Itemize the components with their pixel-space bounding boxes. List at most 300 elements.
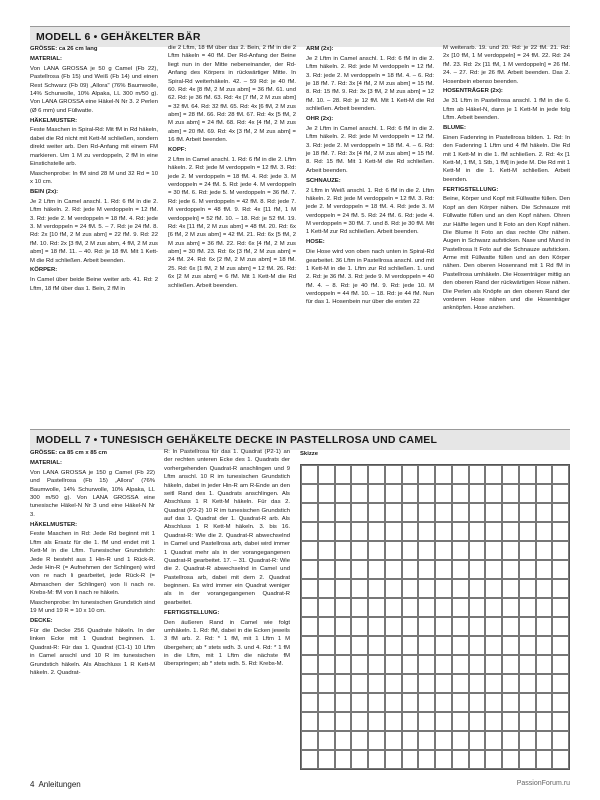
blanket-square <box>469 522 486 541</box>
blanket-square <box>402 579 419 598</box>
blanket-square <box>502 503 519 522</box>
blanket-square <box>418 503 435 522</box>
blanket-square <box>335 522 352 541</box>
model7-title: MODELL 7 • TUNESISCH GEHÄKELTE DECKE IN PASTELLROSA UND CAMEL <box>30 429 570 450</box>
blanket-square <box>452 503 469 522</box>
blanket-square <box>318 655 335 674</box>
blanket-square <box>418 655 435 674</box>
blanket-square <box>519 560 536 579</box>
blanket-square <box>536 598 553 617</box>
blanket-square <box>536 560 553 579</box>
blanket-square <box>385 712 402 731</box>
blanket-square <box>435 503 452 522</box>
blanket-square <box>368 522 385 541</box>
blanket-square <box>351 484 368 503</box>
model6-column-2 <box>168 44 296 291</box>
blanket-square <box>402 655 419 674</box>
model7-size: GRÖSSE: ca 85 cm x 85 cm <box>30 450 107 456</box>
model7-maschenprobe: Maschenprobe: Im tunesischen Grundstich sind 19 M und 19 R = 10 x 10 cm. <box>30 599 155 615</box>
blanket-square <box>368 560 385 579</box>
blanket-square <box>452 636 469 655</box>
blanket-square <box>552 560 569 579</box>
blanket-square <box>452 541 469 560</box>
blanket-square <box>385 503 402 522</box>
blanket-square <box>335 731 352 750</box>
blanket-square <box>502 465 519 484</box>
model6-material-text: Von LANA GROSSA je 50 g Camel (Fb 22), Pastellrosa (Fb 15) und Weiß (Fb 14) und einen Rest Schwarz (Fb 09) „Allora" (76% Baumwolle, 14% Schurwolle, 10% Alpaka, LL 300 m/50 g). Von LANA GROSSA eine Häkel-N Nr 3. 2 Perlen (Ø 6 mm) und Füllwatte. <box>30 65 158 114</box>
blanket-square <box>351 617 368 636</box>
blanket-square <box>435 731 452 750</box>
blanket-square <box>435 522 452 541</box>
blanket-square <box>351 655 368 674</box>
blanket-square <box>485 617 502 636</box>
blanket-square <box>552 712 569 731</box>
blanket-square <box>351 636 368 655</box>
blanket-square <box>552 484 569 503</box>
blanket-square <box>351 712 368 731</box>
blanket-square <box>402 465 419 484</box>
blanket-square <box>368 541 385 560</box>
blanket-square <box>536 750 553 769</box>
blanket-square <box>418 598 435 617</box>
blanket-square <box>519 579 536 598</box>
model6-fertigstellung-text: Beine, Körper und Kopf mit Füllwatte füllen. Den Kopf an den Körper nähen. Die Schnauze mit Füllwatte füllen und an den Kopf nähen. Ohren zur Hälfte legen und lt Foto an den Kopf nähen. Die Blume lt Foto an das rechte Ohr nähen. Augen in Schwarz aufsticken. Nase und Mund in Pastellrosa lt Foto auf die Schnauze aufsticken. Arme mit Füllwatte füllen und an den Körper nähen. Den oberen Hosenrand mit 1 Rd fM in Pastellrosa umhäkeln. Die Hosenträger mittig an den oberen Rand der rückwärtigen Hose nähen. Die Perlen als Knöpfe an den oberen Rand der vorderen Hose nähen und die Hosenträger anknöpfen. Hose anziehen. <box>443 196 570 312</box>
blanket-square <box>552 541 569 560</box>
blanket-square <box>335 484 352 503</box>
model6-bein-heading: BEIN (2x): <box>30 189 59 195</box>
blanket-square <box>301 522 318 541</box>
blanket-square <box>385 522 402 541</box>
blanket-square <box>502 522 519 541</box>
blanket-square <box>519 541 536 560</box>
blanket-square <box>435 617 452 636</box>
model7-decke-text: Für die Decke 256 Quadrate häkeln. In der linken Ecke mit 1 Quadrat beginnen. 1. Quadrat-R: Für das 1. Quadrat (C1-1) 10 Lftm in Camel anschl und 10 R im tunesischen Grundstich häkeln. Als Abschluss 1 R Kett-M häkeln. 2. Quadrat- <box>30 628 155 676</box>
model6-col2-text: die 2 Lftm, 18 fM über das 2. Bein, 2 fM in die 2 Lftm häkeln = 40 fM. Der Rd-Anfang der Beine liegt nun in der Mitte nebeneinander, der Rd-Anfang des Körpers in rückwärtiger Mitte. In Spiral-Rd weiterhäkeln. 42. – 59 Rd: je 40 fM. 60. Rd: 4x [8 fM, 2 M zus abm] = 36 fM. 61. und 62. Rd: je 36 fM. 63. Rd: 4x [7 fM, 2 M zus abm] = 32 fM. 64. Rd: 32 fM. 65. Rd: 4x [6 fM, 2 M zus abm] = 28 fM. 66. Rd: 28 fM. 67. Rd: 4x [5 fM, 2 M zus abm] = 24 fM. 68. Rd: 4x [4 fM, 2 M zus abm] = 20 fM. 69. Rd: 4x [3 fM, 2 M zus abm] = 16 fM. Arbeit beenden. <box>168 45 296 144</box>
blanket-square <box>335 465 352 484</box>
blanket-square <box>452 693 469 712</box>
blanket-square <box>368 465 385 484</box>
blanket-square <box>485 465 502 484</box>
blanket-square <box>485 541 502 560</box>
blanket-square <box>368 674 385 693</box>
blanket-square <box>351 465 368 484</box>
model6-kopf-text: 2 Lftm in Camel anschl. 1. Rd: 6 fM in die 2. Lftm häkeln. 2. Rd: jede M verdoppeln = 12 fM. 3. Rd: jede 2. M verdoppeln = 18 fM. 4. Rd: jede 3. M verdoppeln = 24 fM. 5. Rd: jede 4. M verdoppeln = 30 fM. 6. Rd: jede 5. M verdoppeln = 36 fM. 7. Rd: jede 6. M verdoppeln = 42 fM. 8. Rd: jede 7. M verdoppeln = 48 fM. 9. Rd: 4x [11 fM, 1 M verdoppeln] = 52 fM. 10. – 18. Rd: je 52 fM. 19. Rd: 4x [11 fM, 2 M zus abm] = 48 fM. 20. Rd: 6x [6 fM, 2 M zus abm] = 42 fM. 21. Rd: 6x [5 fM, 2 M zus abm] = 36 fM. 22. Rd: 6x [4 fM, 2 M zus abm] = 30 fM. 23. Rd: 6x [3 fM, 2 M zus abm] = 24 fM. 24. Rd: 6x [2 fM, 2 M zus abm] = 18 fM. 25. Rd: 6x [1 fM, 2 M zus abm] = 12 fM. 26. Rd: 6x [2 M zus abm] = 6 fM. Mit 1 Kett-M die Rd schließen. Arbeit beenden. <box>168 156 296 289</box>
blanket-square <box>485 503 502 522</box>
blanket-square <box>485 484 502 503</box>
blanket-square <box>385 579 402 598</box>
skizze-label: Skizze <box>300 451 319 457</box>
blanket-square <box>301 636 318 655</box>
blanket-square <box>485 598 502 617</box>
blanket-square <box>418 541 435 560</box>
blanket-square <box>552 522 569 541</box>
blanket-square <box>519 503 536 522</box>
blanket-square <box>502 674 519 693</box>
blanket-square <box>519 731 536 750</box>
blanket-square <box>502 750 519 769</box>
blanket-square <box>536 693 553 712</box>
blanket-square <box>418 484 435 503</box>
page-footer <box>30 780 81 789</box>
blanket-square <box>536 712 553 731</box>
blanket-square <box>368 731 385 750</box>
blanket-square <box>469 617 486 636</box>
blanket-square <box>469 598 486 617</box>
blanket-square <box>318 731 335 750</box>
blanket-square <box>402 636 419 655</box>
blanket-square <box>335 636 352 655</box>
blanket-square <box>552 617 569 636</box>
blanket-square <box>402 522 419 541</box>
blanket-square <box>385 541 402 560</box>
blanket-square <box>469 636 486 655</box>
blanket-square <box>385 655 402 674</box>
model6-material-heading: MATERIAL: <box>30 55 62 62</box>
model6-schnauze-heading: SCHNAUZE: <box>306 177 341 184</box>
blanket-square <box>469 693 486 712</box>
blanket-square <box>519 693 536 712</box>
blanket-square <box>351 674 368 693</box>
blanket-square <box>351 731 368 750</box>
blanket-square <box>519 617 536 636</box>
blanket-square <box>351 693 368 712</box>
blanket-square <box>335 598 352 617</box>
blanket-square <box>318 712 335 731</box>
model7-material-text: Von LANA GROSSA je 150 g Camel (Fb 22) und Pastellrosa (Fb 15) „Allora" (76% Baumwolle, 14% Schurwolle, 10% Alpaka, LL 300 m/50 g). Von LANA GROSSA eine tunesische Häkel-N Nr 3 und eine Häkel-N Nr 3. <box>30 469 155 518</box>
blanket-square <box>418 712 435 731</box>
blanket-square <box>385 693 402 712</box>
blanket-square <box>385 560 402 579</box>
blanket-square <box>301 731 318 750</box>
blanket-square <box>402 503 419 522</box>
model7-column-2 <box>164 448 290 670</box>
blanket-square <box>502 484 519 503</box>
blanket-square <box>301 598 318 617</box>
blanket-square <box>402 712 419 731</box>
blanket-square <box>502 617 519 636</box>
blanket-square <box>368 693 385 712</box>
blanket-square <box>335 579 352 598</box>
blanket-square <box>502 579 519 598</box>
blanket-square <box>418 750 435 769</box>
blanket-square <box>418 522 435 541</box>
blanket-square <box>485 522 502 541</box>
blanket-square <box>351 579 368 598</box>
model6-haekelmuster-heading: HÄKELMUSTER: <box>30 117 78 124</box>
blanket-square <box>318 541 335 560</box>
blanket-square <box>418 636 435 655</box>
blanket-square <box>536 617 553 636</box>
blanket-square <box>418 579 435 598</box>
blanket-square <box>368 484 385 503</box>
blanket-square <box>351 522 368 541</box>
blanket-square <box>469 503 486 522</box>
blanket-square <box>552 674 569 693</box>
model6-column-4 <box>443 44 570 314</box>
blanket-square <box>452 465 469 484</box>
blanket-square <box>502 693 519 712</box>
model7-column-1 <box>30 448 155 679</box>
blanket-square <box>552 579 569 598</box>
blanket-square <box>485 693 502 712</box>
blanket-square <box>552 655 569 674</box>
blanket-square <box>452 560 469 579</box>
blanket-square <box>435 541 452 560</box>
blanket-square <box>318 522 335 541</box>
blanket-square <box>335 674 352 693</box>
blanket-square <box>385 731 402 750</box>
blanket-square <box>301 693 318 712</box>
blanket-square <box>402 674 419 693</box>
blanket-square <box>435 560 452 579</box>
blanket-square <box>485 636 502 655</box>
section-name: Anleitungen <box>38 780 81 789</box>
page-number: 4 <box>30 780 35 789</box>
blanket-square <box>335 503 352 522</box>
blanket-square <box>519 636 536 655</box>
blanket-square <box>469 541 486 560</box>
blanket-square <box>335 541 352 560</box>
blanket-square <box>368 579 385 598</box>
blanket-square <box>385 750 402 769</box>
blanket-square <box>335 617 352 636</box>
model6-schnauze-text: 2 Lftm in Weiß anschl. 1. Rd: 6 fM in die 2. Lftm häkeln. 2. Rd: jede M verdoppeln = 12 fM. 3. Rd: jede 2. M verdoppeln = 18 fM. 4. Rd: jede 3. M verdoppeln = 24 fM. 5. Rd: 24 fM. 6. Rd: jede 4. M verdoppeln = 30 fM. 7. und 8. Rd: je 30 fM. Mit 1 Kett-M zur Rd schließen. Arbeit beenden. <box>306 187 434 236</box>
blanket-square <box>335 560 352 579</box>
blanket-square <box>435 484 452 503</box>
blanket-square <box>519 750 536 769</box>
blanket-square <box>385 465 402 484</box>
model6-koerper-heading: KÖRPER: <box>30 267 58 274</box>
blanket-square <box>318 560 335 579</box>
blanket-square <box>435 693 452 712</box>
blanket-square <box>502 655 519 674</box>
blanket-square <box>318 674 335 693</box>
blanket-diagram <box>300 464 570 770</box>
blanket-square <box>452 655 469 674</box>
blanket-square <box>536 484 553 503</box>
blanket-square <box>318 617 335 636</box>
blanket-square <box>469 465 486 484</box>
model6-title: MODELL 6 • GEHÄKELTER BÄR <box>30 26 570 47</box>
blanket-square <box>402 750 419 769</box>
blanket-square <box>519 598 536 617</box>
blanket-square <box>418 560 435 579</box>
blanket-square <box>536 674 553 693</box>
model6-blume-heading: BLUME: <box>443 124 466 131</box>
blanket-square <box>301 712 318 731</box>
blanket-square <box>368 503 385 522</box>
blanket-square <box>452 750 469 769</box>
blanket-square <box>536 636 553 655</box>
blanket-square <box>418 693 435 712</box>
blanket-square <box>301 484 318 503</box>
blanket-square <box>385 617 402 636</box>
blanket-square <box>452 598 469 617</box>
blanket-square <box>502 731 519 750</box>
blanket-square <box>318 750 335 769</box>
model7-fertigstellung-heading: FERTIGSTELLUNG: <box>164 609 220 616</box>
blanket-square <box>452 484 469 503</box>
model7-material-heading: MATERIAL: <box>30 459 62 466</box>
model7-decke-heading: DECKE: <box>30 618 53 625</box>
blanket-square <box>469 484 486 503</box>
blanket-square <box>402 560 419 579</box>
blanket-square <box>318 484 335 503</box>
model6-size: GRÖSSE: ca 26 cm lang <box>30 46 98 52</box>
blanket-square <box>335 750 352 769</box>
blanket-square <box>435 750 452 769</box>
blanket-square <box>469 750 486 769</box>
model6-koerper-text: In Camel über beide Beine weiter arb. 41. Rd: 2 Lftm, 18 fM über das 1. Bein, 2 fM in <box>30 277 158 292</box>
blanket-square <box>519 522 536 541</box>
blanket-square <box>418 617 435 636</box>
blanket-square <box>519 484 536 503</box>
blanket-square <box>519 655 536 674</box>
blanket-square <box>368 636 385 655</box>
blanket-square <box>351 598 368 617</box>
blanket-square <box>351 750 368 769</box>
blanket-square <box>318 636 335 655</box>
blanket-square <box>385 484 402 503</box>
model6-hosentraeger-text: Je 31 Lftm in Pastellrosa anschl. 1 fM in die 6. Lftm ab Häkel-N, dann je 1 Kett-M in jede folg Lftm. Arbeit beenden. <box>443 98 570 121</box>
model6-column-3 <box>306 44 434 308</box>
blanket-square <box>351 541 368 560</box>
blanket-square <box>536 522 553 541</box>
blanket-square <box>318 465 335 484</box>
blanket-square <box>536 655 553 674</box>
blanket-square <box>502 636 519 655</box>
blanket-square <box>368 750 385 769</box>
blanket-square <box>318 598 335 617</box>
blanket-square <box>385 598 402 617</box>
blanket-square <box>301 655 318 674</box>
blanket-square <box>402 541 419 560</box>
blanket-square <box>301 674 318 693</box>
model6-kopf-heading: KOPF: <box>168 147 187 153</box>
model7-haekelmuster-heading: HÄKELMUSTER: <box>30 521 78 528</box>
model6-bein-text: Je 2 Lftm in Camel anschl. 1. Rd: 6 fM in die 2. Lftm häkeln. 2. Rd: jede M verdoppeln = 12 fM. 3. Rd: jede 2. M verdoppeln = 18 fM. 4. Rd: jede 3. M verdoppeln = 24 fM. 5. – 7. Rd: je 24 fM. 8. Rd: 2x [10 fM, 2 M zus abm] = 22 fM. 9. Rd: 22 fM. 10. Rd: 2x [3 fM, 2 M zus abm, 4 fM, 2 M zus abm] = 18 fM. 11. – 40. Rd: je 18 fM. Mit 1 Kett-M die Rd schließen. Arbeit beenden. <box>30 198 158 264</box>
model6-fertigstellung-heading: FERTIGSTELLUNG: <box>443 186 499 193</box>
blanket-square <box>435 465 452 484</box>
blanket-square <box>536 503 553 522</box>
blanket-square <box>351 560 368 579</box>
blanket-square <box>469 560 486 579</box>
model6-blume-text: Einen Fadenring in Pastellrosa bilden. 1. Rd: In den Fadenring 1 Lftm und 4 fM häkeln. Die Rd mit 1 Kett-M in die 1. fM schließen. 2. Rd: 4x [1 Kett-M, 1 fM, 1 Stb, 1 fM] in jede M. Die Rd mit 1 Kett-M in die 1. Kett-M schließen. Arbeit beenden. <box>443 134 570 183</box>
blanket-square <box>368 712 385 731</box>
model6-hose-heading: HOSE: <box>306 239 325 246</box>
blanket-square <box>485 712 502 731</box>
model6-hosentraeger-heading: HOSENTRÄGER (2x): <box>443 88 503 95</box>
blanket-square <box>335 693 352 712</box>
model6-column-1 <box>30 44 158 295</box>
blanket-square <box>552 598 569 617</box>
blanket-square <box>301 465 318 484</box>
blanket-square <box>402 598 419 617</box>
blanket-square <box>502 598 519 617</box>
blanket-square <box>452 712 469 731</box>
blanket-square <box>435 636 452 655</box>
blanket-square <box>519 465 536 484</box>
blanket-square <box>452 731 469 750</box>
blanket-square <box>435 712 452 731</box>
blanket-square <box>318 579 335 598</box>
model6-ohr-heading: OHR (2x): <box>306 116 334 122</box>
blanket-square <box>552 731 569 750</box>
blanket-square <box>519 712 536 731</box>
blanket-square <box>536 579 553 598</box>
blanket-square <box>301 541 318 560</box>
blanket-square <box>552 693 569 712</box>
blanket-square <box>536 731 553 750</box>
blanket-square <box>418 674 435 693</box>
blanket-square <box>435 674 452 693</box>
blanket-square <box>301 750 318 769</box>
blanket-square <box>418 465 435 484</box>
blanket-square <box>435 598 452 617</box>
blanket-square <box>452 579 469 598</box>
model6-arm-text: Je 2 Lftm in Camel anschl. 1. Rd: 6 fM in die 2. Lftm häkeln. 2. Rd: jede M verdoppeln = 12 fM. 3. Rd: jede 2. M verdoppeln = 18 fM. 4. – 6. Rd: je 18 fM. 7. Rd: 3x [4 fM, 2 M zus abm] = 15 fM. 8. Rd: 15 fM. 9. Rd: 3x [3 fM, 2 M zus abm] = 12 fM. 10. – 28. Rd: je 12 fM. Mit 1 Kett-M die Rd schließen. Arbeit beenden. <box>306 55 434 113</box>
blanket-square <box>485 750 502 769</box>
blanket-square <box>368 655 385 674</box>
blanket-square <box>452 522 469 541</box>
blanket-square <box>485 674 502 693</box>
blanket-square <box>335 655 352 674</box>
blanket-square <box>519 674 536 693</box>
blanket-square <box>485 731 502 750</box>
blanket-square <box>385 636 402 655</box>
blanket-square <box>469 579 486 598</box>
blanket-square <box>402 617 419 636</box>
model7-haekelmuster-text: Feste Maschen in Rd: Jede Rd beginnt mit 1 Lftm als Ersatz für die 1. fM und endet mit 1 Kett-M in die Lftm. Tunesischer Grundstich: Jede R besteht aus 1 Hin-R und 1 Rück-R. Jede Hin-R (= Aufnehmen der Schlingen) wird von re nach li gearbeitet, jede Rück-R (= Abmaschen der Schlingen) von li nach re. Krebs-M: fM von li nach re häkeln. <box>30 531 155 596</box>
blanket-square <box>536 465 553 484</box>
blanket-square <box>452 674 469 693</box>
blanket-square <box>502 560 519 579</box>
blanket-square <box>418 731 435 750</box>
blanket-square <box>469 655 486 674</box>
blanket-square <box>502 712 519 731</box>
blanket-square <box>402 731 419 750</box>
blanket-square <box>402 484 419 503</box>
blanket-square <box>402 693 419 712</box>
blanket-square <box>552 636 569 655</box>
blanket-square <box>351 503 368 522</box>
blanket-square <box>552 503 569 522</box>
blanket-square <box>301 503 318 522</box>
blanket-square <box>552 750 569 769</box>
blanket-square <box>502 541 519 560</box>
model6-arm-heading: ARM (2x): <box>306 46 334 52</box>
model7-fertigstellung-text: Den äußeren Rand in Camel wie folgt umhäkeln. 1. Rd: fM, dabei in die Ecken jeweils 3 fM arb. 2. Rd: * 1 fM, mit 1 Lftm 1 M übergehen; ab * stets wdh. 3. und 4. Rd: * 1 fM in die Lftm, mit 1 Lftm die nächste fM überspringen; ab * stets wdh. 5. Rd: Krebs-M. <box>164 619 290 668</box>
model6-col4-text: M weiterarb. 19. und 20. Rd: je 22 fM. 21. Rd: 2x [10 fM, 1 M verdoppeln] = 24 fM. 22. Rd: 24 fM. 23. Rd: 2x [11 fM, 1 M verdoppeln] = 26 fM. 24. – 27. Rd: je 26 fM. Arbeit beenden. Das 2. Hosenbein ebenso beenden. <box>443 45 570 85</box>
blanket-square <box>435 655 452 674</box>
blanket-square <box>318 503 335 522</box>
model6-ohr-text: Je 2 Lftm in Camel anschl. 1. Rd: 6 fM in die 2. Lftm häkeln. 2. Rd: jede M verdoppeln = 12 fM. 3. Rd: jede 2. M verdoppeln = 18 fM. 4. – 6. Rd: je 18 fM. 7. Rd: 3x [4 fM, 2 M zus abm] = 15 fM. 8. Rd: 15 fM. Mit 1 Kett-M die Rd schließen. Arbeit beenden. <box>306 125 434 174</box>
blanket-square <box>536 541 553 560</box>
model6-haekelmuster-text: Feste Maschen in Spiral-Rd: Mit fM in Rd häkeln, dabei die Rd nicht mit Kett-M schließen, sondern direkt weiter arb. Den Rd-Anfang mit einem FM markieren. Um 1 M zu verdoppeln, 2 fM in eine Einstichstelle arb. <box>30 127 159 167</box>
blanket-square <box>552 465 569 484</box>
model6-maschenprobe: Maschenprobe: In fM sind 28 M und 32 Rd = 10 x 10 cm. <box>30 170 158 186</box>
blanket-square <box>452 617 469 636</box>
model7-col2-text: R: In Pastellrosa für das 1. Quadrat (P2-1) an der rechten unteren Ecke des 1. Quadrats der vorhergehenden Quadrat-R anschlingen und 9 Lftm anschl. 10 R im tunesischen Grundstich häkeln, dabei in jeder Hin-R am R-Ende an den seitl Rand des 1. Quadrats anschlingen. Als Abschluss 1 R Kett-M häkeln. Für das 2. Quadrat (P2-2) 10 R im tunesischen Grundstich auf das 1. Quadrat der 1. Quadrat-R arb. Als Abschluss 1 R Kett-M häkeln. 3. bis 16. Quadrat-R: Wie die 2. Quadrat-R abwechselnd in Camel und Pastellrosa arb, dabei wird immer 1 Quadrat mehr als in der vorangegangenen Quadrat-R gearbeitet. 17. – 31. Quadrat-R: Wie die 2. Quadrat-R abwechselnd in Camel und Pastellrosa arb, dabei mit dem 2. Quadrat beginnen. Es wird immer ein Quadrat weniger als in der vorangegangenen Quadrat-R gearbeitet. <box>164 449 290 606</box>
model6-hose-text: Die Hose wird von oben nach unten in Spiral-Rd gearbeitet. 36 Lftm in Pastellrosa anschl. und mit 1 Kett-M in die 1. Lftm zur Rd schließen. 1. und 2. Rd: je 36 fM. 3. Rd: jede 9. M verdoppeln = 40 fM. 4. – 8. Rd: je 40 fM. 9. Rd: jede 10. M verdoppeln = 44 fM. 10. – 18. Rd: je 44 fM. Nun für das 1. Hosenbein nur über die ersten 22 <box>306 249 434 306</box>
blanket-square <box>469 731 486 750</box>
blanket-square <box>335 712 352 731</box>
watermark: PassionForum.ru <box>516 780 570 787</box>
blanket-square <box>469 674 486 693</box>
blanket-square <box>485 560 502 579</box>
blanket-square <box>485 655 502 674</box>
blanket-square <box>469 712 486 731</box>
